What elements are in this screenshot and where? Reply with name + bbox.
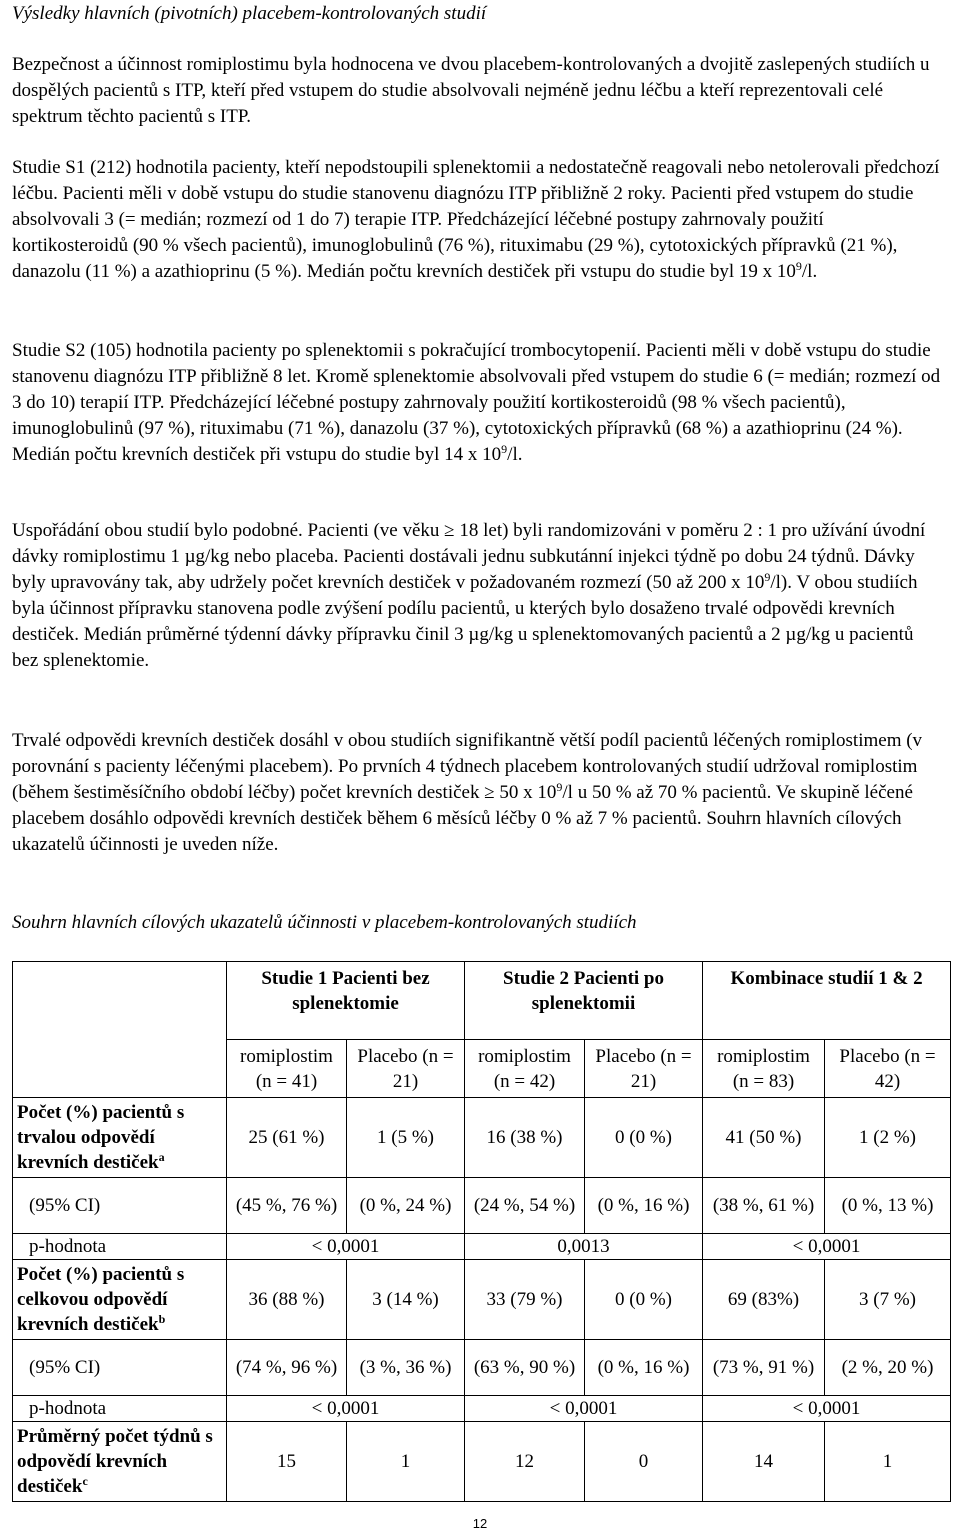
durable-ci-cell: (38 %, 61 %) <box>703 1178 825 1234</box>
weeks-value-cell: 0 <box>585 1422 703 1502</box>
overall-value-cell: 36 (88 %) <box>227 1260 347 1340</box>
header-study-combined: Kombinace studií 1 & 2 <box>703 962 951 1040</box>
header-empty-cell <box>13 962 227 1098</box>
row-label-overall <box>13 1260 227 1340</box>
overall-p-cell: < 0,0001 <box>703 1396 951 1422</box>
table-row-durable-ci <box>13 1178 951 1234</box>
overall-ci-cell: (63 %, 90 %) <box>465 1340 585 1396</box>
p2-text: Studie S1 (212) hodnotila pacienty, kteří nepodstoupili splenektomii a nedostatečně reagovali nebo netolerovali předchozí léčbu. Pacienti měli v době vstupu do studie stanovenu diagnózu ITP přibližně 2 roky. Pacienti před vstupem do studie absolvovali 3 (= medián; rozmezí od 1 do 7) terapie ITP. Předcházející léčebné postupy zahrnovaly použití kortikosteroidů (90 % všech pacientů), imunoglobulinů (76 %), rituximabu (29 %), cytotoxických přípravků (21 %), danazolu (11 %) a azathioprinu (5 %). Medián počtu krevních destiček při vstupu do studie byl 19 x 10 <box>12 157 940 282</box>
p4-text-a: Uspořádání obou studií bylo podobné. Pacienti (ve věku ≥ 18 let) byli randomizováni v poměru 2 : 1 pro užívání úvodní dávky romiplostimu 1 µg/kg nebo placeba. Pacienti dostávali jednu subkutánní injekci týdně po dobu 24 týdnů. Dávky byly upravovány tak, aby udržely počet krevních destiček v požadovaném rozmezí (50 až 200 x 10 <box>12 520 926 593</box>
results-table <box>12 961 951 1502</box>
p4-text-b: /l). V obou studiích byla účinnost přípravku stanovena podle zvýšení podílu pacientů, u kterých bylo dosaženo trvalé odpovědi krevních destiček. Medián průměrné týdenní dávky přípravku činil 3 µg/kg u splenektomovaných pacientů a 2 µg/kg u pacientů bez splenektomie. <box>12 572 918 671</box>
durable-ci-cell: (0 %, 24 %) <box>347 1178 465 1234</box>
durable-ci-cell: (24 %, 54 %) <box>465 1178 585 1234</box>
overall-ci-cell: (73 %, 91 %) <box>703 1340 825 1396</box>
overall-value-cell: 69 (83%) <box>703 1260 825 1340</box>
durable-p-cell: < 0,0001 <box>703 1234 951 1260</box>
table-caption: Souhrn hlavních cílových ukazatelů účinnosti v placebem-kontrolovaných studiích <box>12 912 637 933</box>
weeks-value-cell: 1 <box>825 1422 951 1502</box>
overall-label-text: Počet (%) pacientů s celkovou odpovědí krevních destiček <box>17 1264 185 1335</box>
p5-text-a: Trvalé odpovědi krevních destiček dosáhl v obou studiích signifikantně větší podíl pacientů léčených romiplostimem (v porovnání s pacienty léčenými placebem). Po prvních 4 týdnech placebem kontrolovaných studií udržoval romiplostim (během šestiměsíčního období léčby) počet krevních destiček ≥ 50 x 10 <box>12 730 923 803</box>
header-study-1: Studie 1 Pacienti bez splenektomie <box>227 962 465 1040</box>
paragraph-study-s1 <box>12 155 942 285</box>
durable-label-text: Počet (%) pacientů s trvalou odpovědí krevních destiček <box>17 1102 185 1173</box>
table-row-overall-p <box>13 1396 951 1422</box>
weeks-value-cell: 12 <box>465 1422 585 1502</box>
header-arm-s1-romiplostim: romiplostim (n = 41) <box>227 1040 347 1098</box>
row-label-p: p-hodnota <box>13 1234 227 1260</box>
durable-value-cell: 41 (50 %) <box>703 1098 825 1178</box>
page-number: 12 <box>472 1516 488 1531</box>
durable-p-cell: 0,0013 <box>465 1234 703 1260</box>
p4-exponent: 9 <box>764 570 771 584</box>
paragraph-design <box>12 518 942 674</box>
overall-ci-cell: (74 %, 96 %) <box>227 1340 347 1396</box>
row-label-ci: (95% CI) <box>13 1340 227 1396</box>
p5-exponent: 9 <box>556 780 563 794</box>
overall-p-cell: < 0,0001 <box>227 1396 465 1422</box>
weeks-label-text: Průměrný počet týdnů s odpovědí krevních destiček <box>17 1426 213 1497</box>
p3-text: Studie S2 (105) hodnotila pacienty po splenektomii s pokračující trombocytopenií. Pacienti měli v době vstupu do studie stanovenu diagnózu ITP přibližně 8 let. Kromě splenektomie absolvovali před vstupem do studie 6 (= medián; rozmezí od 3 do 10) terapií ITP. Předcházející léčebné postupy zahrnovaly použití kortikosteroidů (98 % všech pacientů), imunoglobulinů (97 %), rituximabu (71 %), danazolu (37 %), cytotoxických přípravků (68 %) a azathioprinu (24 %). Medián počtu krevních destiček při vstupu do studie byl 14 x 10 <box>12 340 941 465</box>
overall-value-cell: 3 (14 %) <box>347 1260 465 1340</box>
table-row-overall-ci <box>13 1340 951 1396</box>
p5-text-b: /l u 50 % až 70 % pacientů. Ve skupině léčené placebem dosáhlo odpovědi krevních destiček během 6 měsíců léčby 0 % až 7 % pacientů. Souhrn hlavních cílových ukazatelů účinnosti je uveden níže. <box>12 782 913 855</box>
header-arm-s2-placebo: Placebo (n = 21) <box>585 1040 703 1098</box>
durable-ci-cell: (0 %, 13 %) <box>825 1178 951 1234</box>
section-heading: Výsledky hlavních (pivotních) placebem-kontrolovaných studií <box>12 3 487 24</box>
header-study-2: Studie 2 Pacienti po splenektomii <box>465 962 703 1040</box>
durable-value-cell: 16 (38 %) <box>465 1098 585 1178</box>
overall-value-cell: 33 (79 %) <box>465 1260 585 1340</box>
p3-exponent: 9 <box>501 442 508 456</box>
overall-p-cell: < 0,0001 <box>465 1396 703 1422</box>
p2-tail: /l. <box>801 261 818 282</box>
weeks-value-cell: 14 <box>703 1422 825 1502</box>
p2-exponent: 9 <box>795 259 802 273</box>
row-label-p: p-hodnota <box>13 1396 227 1422</box>
durable-value-cell: 1 (5 %) <box>347 1098 465 1178</box>
weeks-value-cell: 1 <box>347 1422 465 1502</box>
durable-value-cell: 0 (0 %) <box>585 1098 703 1178</box>
header-arm-s1-placebo: Placebo (n = 21) <box>347 1040 465 1098</box>
header-arm-comb-placebo: Placebo (n = 42) <box>825 1040 951 1098</box>
paragraph-intro: Bezpečnost a účinnost romiplostimu byla hodnocena ve dvou placebem-kontrolovaných a dvojitě zaslepených studiích u dospělých pacientů s ITP, kteří před vstupem do studie absolvovali nejméně jednu léčbu a kteří reprezentovali celé spektrum těchto pacientů s ITP. <box>12 54 930 127</box>
overall-footnote: b <box>158 1312 166 1326</box>
durable-ci-cell: (0 %, 16 %) <box>585 1178 703 1234</box>
paragraph-study-s2 <box>12 338 942 468</box>
table-row-overall-response <box>13 1260 951 1340</box>
row-label-durable <box>13 1098 227 1178</box>
overall-value-cell: 3 (7 %) <box>825 1260 951 1340</box>
durable-footnote: a <box>158 1150 165 1164</box>
header-arm-comb-romiplostim: romiplostim (n = 83) <box>703 1040 825 1098</box>
header-arm-s2-romiplostim: romiplostim (n = 42) <box>465 1040 585 1098</box>
overall-value-cell: 0 (0 %) <box>585 1260 703 1340</box>
weeks-value-cell: 15 <box>227 1422 347 1502</box>
durable-value-cell: 1 (2 %) <box>825 1098 951 1178</box>
p3-tail: /l. <box>507 444 523 465</box>
row-label-ci: (95% CI) <box>13 1178 227 1234</box>
row-label-weeks <box>13 1422 227 1502</box>
table-row-durable-p <box>13 1234 951 1260</box>
durable-p-cell: < 0,0001 <box>227 1234 465 1260</box>
table-row-study-headers <box>13 962 951 1040</box>
durable-value-cell: 25 (61 %) <box>227 1098 347 1178</box>
overall-ci-cell: (0 %, 16 %) <box>585 1340 703 1396</box>
durable-ci-cell: (45 %, 76 %) <box>227 1178 347 1234</box>
table-row-durable-response <box>13 1098 951 1178</box>
table-row-weeks-response <box>13 1422 951 1502</box>
weeks-footnote: c <box>82 1474 88 1488</box>
overall-ci-cell: (2 %, 20 %) <box>825 1340 951 1396</box>
paragraph-results <box>12 728 942 858</box>
overall-ci-cell: (3 %, 36 %) <box>347 1340 465 1396</box>
